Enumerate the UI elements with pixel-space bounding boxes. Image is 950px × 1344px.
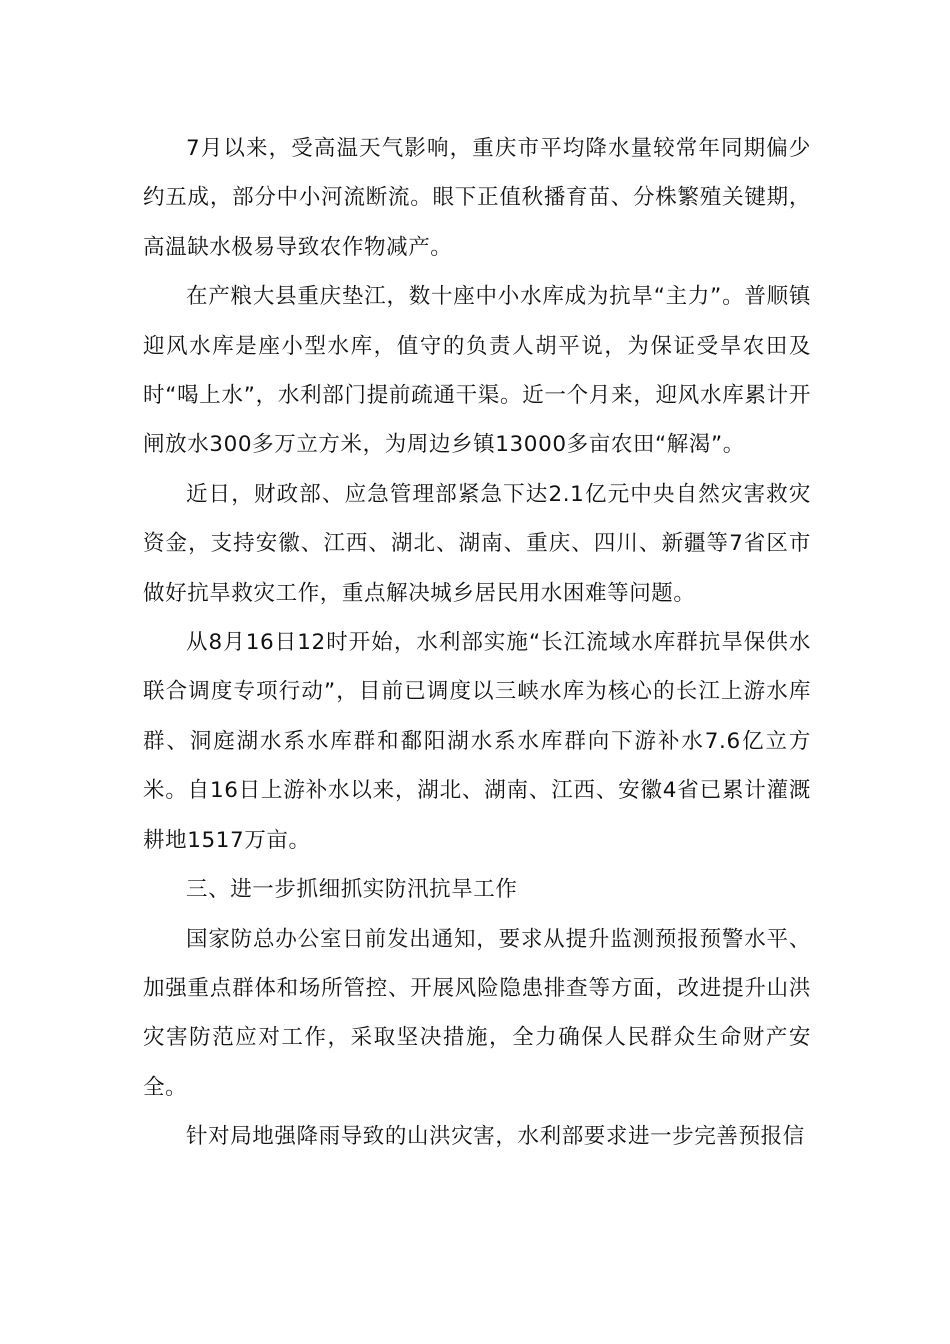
paragraph-dianjiang-reservoir: 在产粮大县重庆垫江，数十座中小水库成为抗旱“主力”。普顺镇迎风水库是座小型水库，值守的负责人胡平说，为保证受旱农田及时“喝上水”，水利部门提前疏通干渠。近一个月来，迎风水库累计开闸放水300多万立方米，为周边乡镇13000多亩农田“解渴”。 — [143, 284, 811, 458]
paragraph-yangtze-dispatch: 从8月16日12时开始，水利部实施“长江流域水库群抗旱保供水联合调度专项行动”，目前已调度以三峡水库为核心的长江上游水库群、洞庭湖水系水库群和鄱阳湖水系水库群向下游补水7.6亿立方米。自16日上游补水以来，湖北、湖南、江西、安徽4省已累计灌溉耕地1517万亩。 — [143, 630, 811, 853]
paragraph-flood-control-notice: 国家防总办公室日前发出通知，要求从提升监测预报预警水平、加强重点群体和场所管控、开展风险隐患排查等方面，改进提升山洪灾害防范应对工作，采取坚决措施，全力确保人民群众生命财产安全。 — [143, 926, 811, 1100]
document-body — [143, 124, 811, 1162]
section-heading-flood-drought-work: 三、进一步抓细抓实防汛抗旱工作 — [186, 877, 518, 903]
paragraph-flash-flood-forecast: 针对局地强降雨导致的山洪灾害，水利部要求进一步完善预报信 — [186, 1124, 805, 1150]
paragraph-relief-funds: 近日，财政部、应急管理部紧急下达2.1亿元中央自然灾害救灾资金，支持安徽、江西、湖北、湖南、重庆、四川、新疆等7省区市做好抗旱救灾工作，重点解决城乡居民用水困难等问题。 — [143, 481, 811, 606]
paragraph-chongqing-drought: 7月以来，受高温天气影响，重庆市平均降水量较常年同期偏少约五成，部分中小河流断流。眼下正值秋播育苗、分株繁殖关键期，高温缺水极易导致农作物减产。 — [143, 136, 811, 260]
